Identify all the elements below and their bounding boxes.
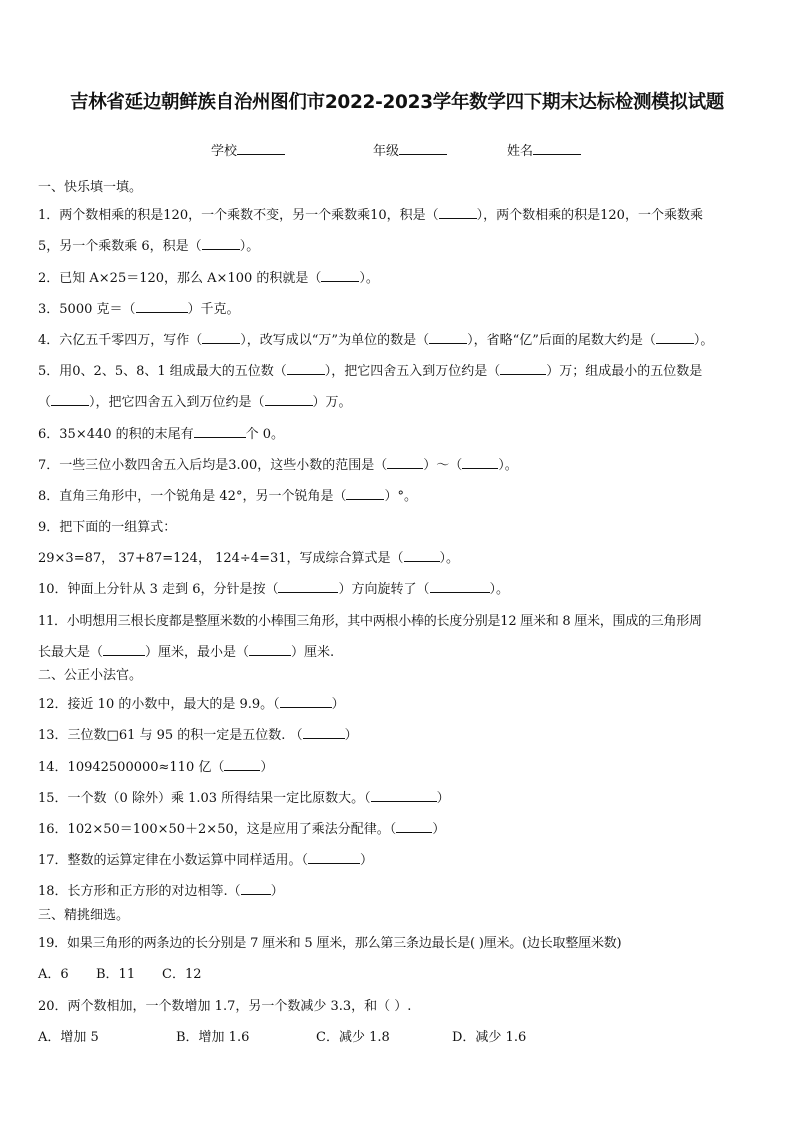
answer-blank[interactable] bbox=[404, 550, 440, 562]
question-20-options bbox=[38, 1028, 526, 1048]
answer-blank[interactable] bbox=[387, 457, 423, 469]
grade-field bbox=[373, 140, 447, 159]
question-10: 10．钟面上分针从 3 走到 6，分针是按（ ）方向旋转了（ ）。 bbox=[38, 582, 510, 597]
question-11-line-2: 长最大是（ ）厘米，最小是（ ）厘米. bbox=[38, 645, 335, 660]
question-18: 18．长方形和正方形的对边相等.（ ） bbox=[38, 884, 284, 899]
page-title: 吉林省延边朝鲜族自治州图们市2022-2023学年数学四下期末达标检测模拟试题 bbox=[70, 92, 724, 113]
section-heading: 三、精挑细选。 bbox=[38, 908, 130, 923]
answer-blank[interactable] bbox=[439, 207, 477, 219]
option-c[interactable]: C．减少 1.8 bbox=[316, 1030, 390, 1045]
option-b[interactable]: B．11 bbox=[96, 967, 136, 982]
question-4: 4．六亿五千零四万，写作（ ），改写成以“万”为单位的数是（ ），省略“亿”后面的尾数大约是（ ）。 bbox=[38, 333, 714, 348]
name-field bbox=[507, 140, 581, 159]
question-3: 3．5000 克＝（ ）千克。 bbox=[38, 302, 240, 317]
answer-blank[interactable] bbox=[51, 394, 89, 406]
student-info-row bbox=[0, 140, 794, 160]
question-20: 20．两个数相加，一个数增加 1.7，另一个数减少 3.3，和（ ）. bbox=[38, 999, 412, 1014]
answer-blank[interactable] bbox=[371, 790, 437, 802]
question-7: 7．一些三位小数四舍五入后均是3.00，这些小数的范围是（ ）～（ ）。 bbox=[38, 458, 518, 473]
grade-label: 年级 bbox=[373, 144, 400, 159]
answer-blank[interactable] bbox=[103, 644, 145, 656]
answer-blank[interactable] bbox=[224, 759, 260, 771]
option-d[interactable]: D．减少 1.6 bbox=[452, 1030, 527, 1045]
question-1-line-1: 1．两个数相乘的积是120，一个乘数不变，另一个乘数乘10，积是（ ），两个数相乘的积是120，一个乘数乘 bbox=[38, 208, 703, 223]
answer-blank[interactable] bbox=[396, 821, 432, 833]
answer-blank[interactable] bbox=[202, 238, 240, 250]
question-15: 15．一个数（0 除外）乘 1.03 所得结果一定比原数大。（ ） bbox=[38, 791, 450, 806]
option-c[interactable]: C．12 bbox=[162, 967, 202, 982]
answer-blank[interactable] bbox=[500, 363, 546, 375]
section-heading: 二、公正小法官。 bbox=[38, 668, 143, 683]
question-8: 8．直角三角形中，一个锐角是 42°，另一个锐角是（ ）°。 bbox=[38, 489, 417, 504]
question-16: 16．102×50＝100×50＋2×50，这是应用了乘法分配律。（ ） bbox=[38, 822, 446, 837]
question-2: 2．已知 A×25＝120，那么 A×100 的积就是（ ）。 bbox=[38, 271, 379, 286]
answer-blank[interactable] bbox=[265, 394, 313, 406]
answer-blank[interactable] bbox=[303, 727, 345, 739]
answer-blank[interactable] bbox=[346, 488, 384, 500]
answer-blank[interactable] bbox=[136, 301, 188, 313]
question-11-line-1: 11．小明想用三根长度都是整厘米数的小棒围三角形，其中两根小棒的长度分别是12 厘米和 8 厘米，围成的三角形周 bbox=[38, 614, 702, 629]
answer-blank[interactable] bbox=[430, 581, 490, 593]
question-9-line-2: 29×3=87， 37+87=124， 124÷4=31，写成综合算式是（ ）。 bbox=[38, 551, 460, 566]
question-19: 19．如果三角形的两条边的长分别是 7 厘米和 5 厘米，那么第三条边最长是( )厘米。(边长取整厘米数) bbox=[38, 936, 622, 951]
answer-blank[interactable] bbox=[429, 332, 467, 344]
answer-blank[interactable] bbox=[280, 696, 332, 708]
grade-blank[interactable] bbox=[399, 142, 447, 155]
answer-blank[interactable] bbox=[462, 457, 498, 469]
answer-blank[interactable] bbox=[194, 426, 246, 438]
answer-blank[interactable] bbox=[241, 883, 271, 895]
option-a[interactable]: A．6 bbox=[38, 967, 69, 982]
question-5-line-2: （ ），把它四舍五入到万位约是（ ）万。 bbox=[38, 395, 352, 410]
answer-blank[interactable] bbox=[308, 852, 360, 864]
name-label: 姓名 bbox=[507, 144, 534, 159]
question-19-options bbox=[38, 965, 202, 985]
name-blank[interactable] bbox=[533, 142, 581, 155]
question-14: 14．10942500000≈110 亿（ ） bbox=[38, 760, 274, 775]
question-6: 6．35×440 的积的末尾有 个 0。 bbox=[38, 427, 285, 442]
question-9-line-1: 9．把下面的一组算式： bbox=[38, 520, 177, 535]
answer-blank[interactable] bbox=[249, 644, 291, 656]
question-12: 12．接近 10 的小数中，最大的是 9.9。（ ） bbox=[38, 697, 345, 712]
question-1-line-2: 5，另一个乘数乘 6，积是（ ）。 bbox=[38, 239, 260, 254]
option-b[interactable]: B．增加 1.6 bbox=[176, 1030, 250, 1045]
answer-blank[interactable] bbox=[202, 332, 240, 344]
question-5-line-1: 5．用0、2、5、8、1 组成最大的五位数（ ），把它四舍五入到万位约是（ ）万；组成最小的五位数是 bbox=[38, 364, 703, 379]
option-a[interactable]: A．增加 5 bbox=[38, 1030, 99, 1045]
school-blank[interactable] bbox=[237, 142, 285, 155]
question-17: 17．整数的运算定律在小数运算中同样适用。（ ） bbox=[38, 853, 374, 868]
school-label: 学校 bbox=[211, 144, 238, 159]
section-heading: 一、快乐填一填。 bbox=[38, 180, 143, 195]
answer-blank[interactable] bbox=[656, 332, 694, 344]
answer-blank[interactable] bbox=[321, 270, 359, 282]
answer-blank[interactable] bbox=[287, 363, 325, 375]
answer-blank[interactable] bbox=[278, 581, 338, 593]
school-field bbox=[211, 140, 285, 159]
question-13: 13．三位数□61 与 95 的积一定是五位数. （ ） bbox=[38, 728, 358, 743]
